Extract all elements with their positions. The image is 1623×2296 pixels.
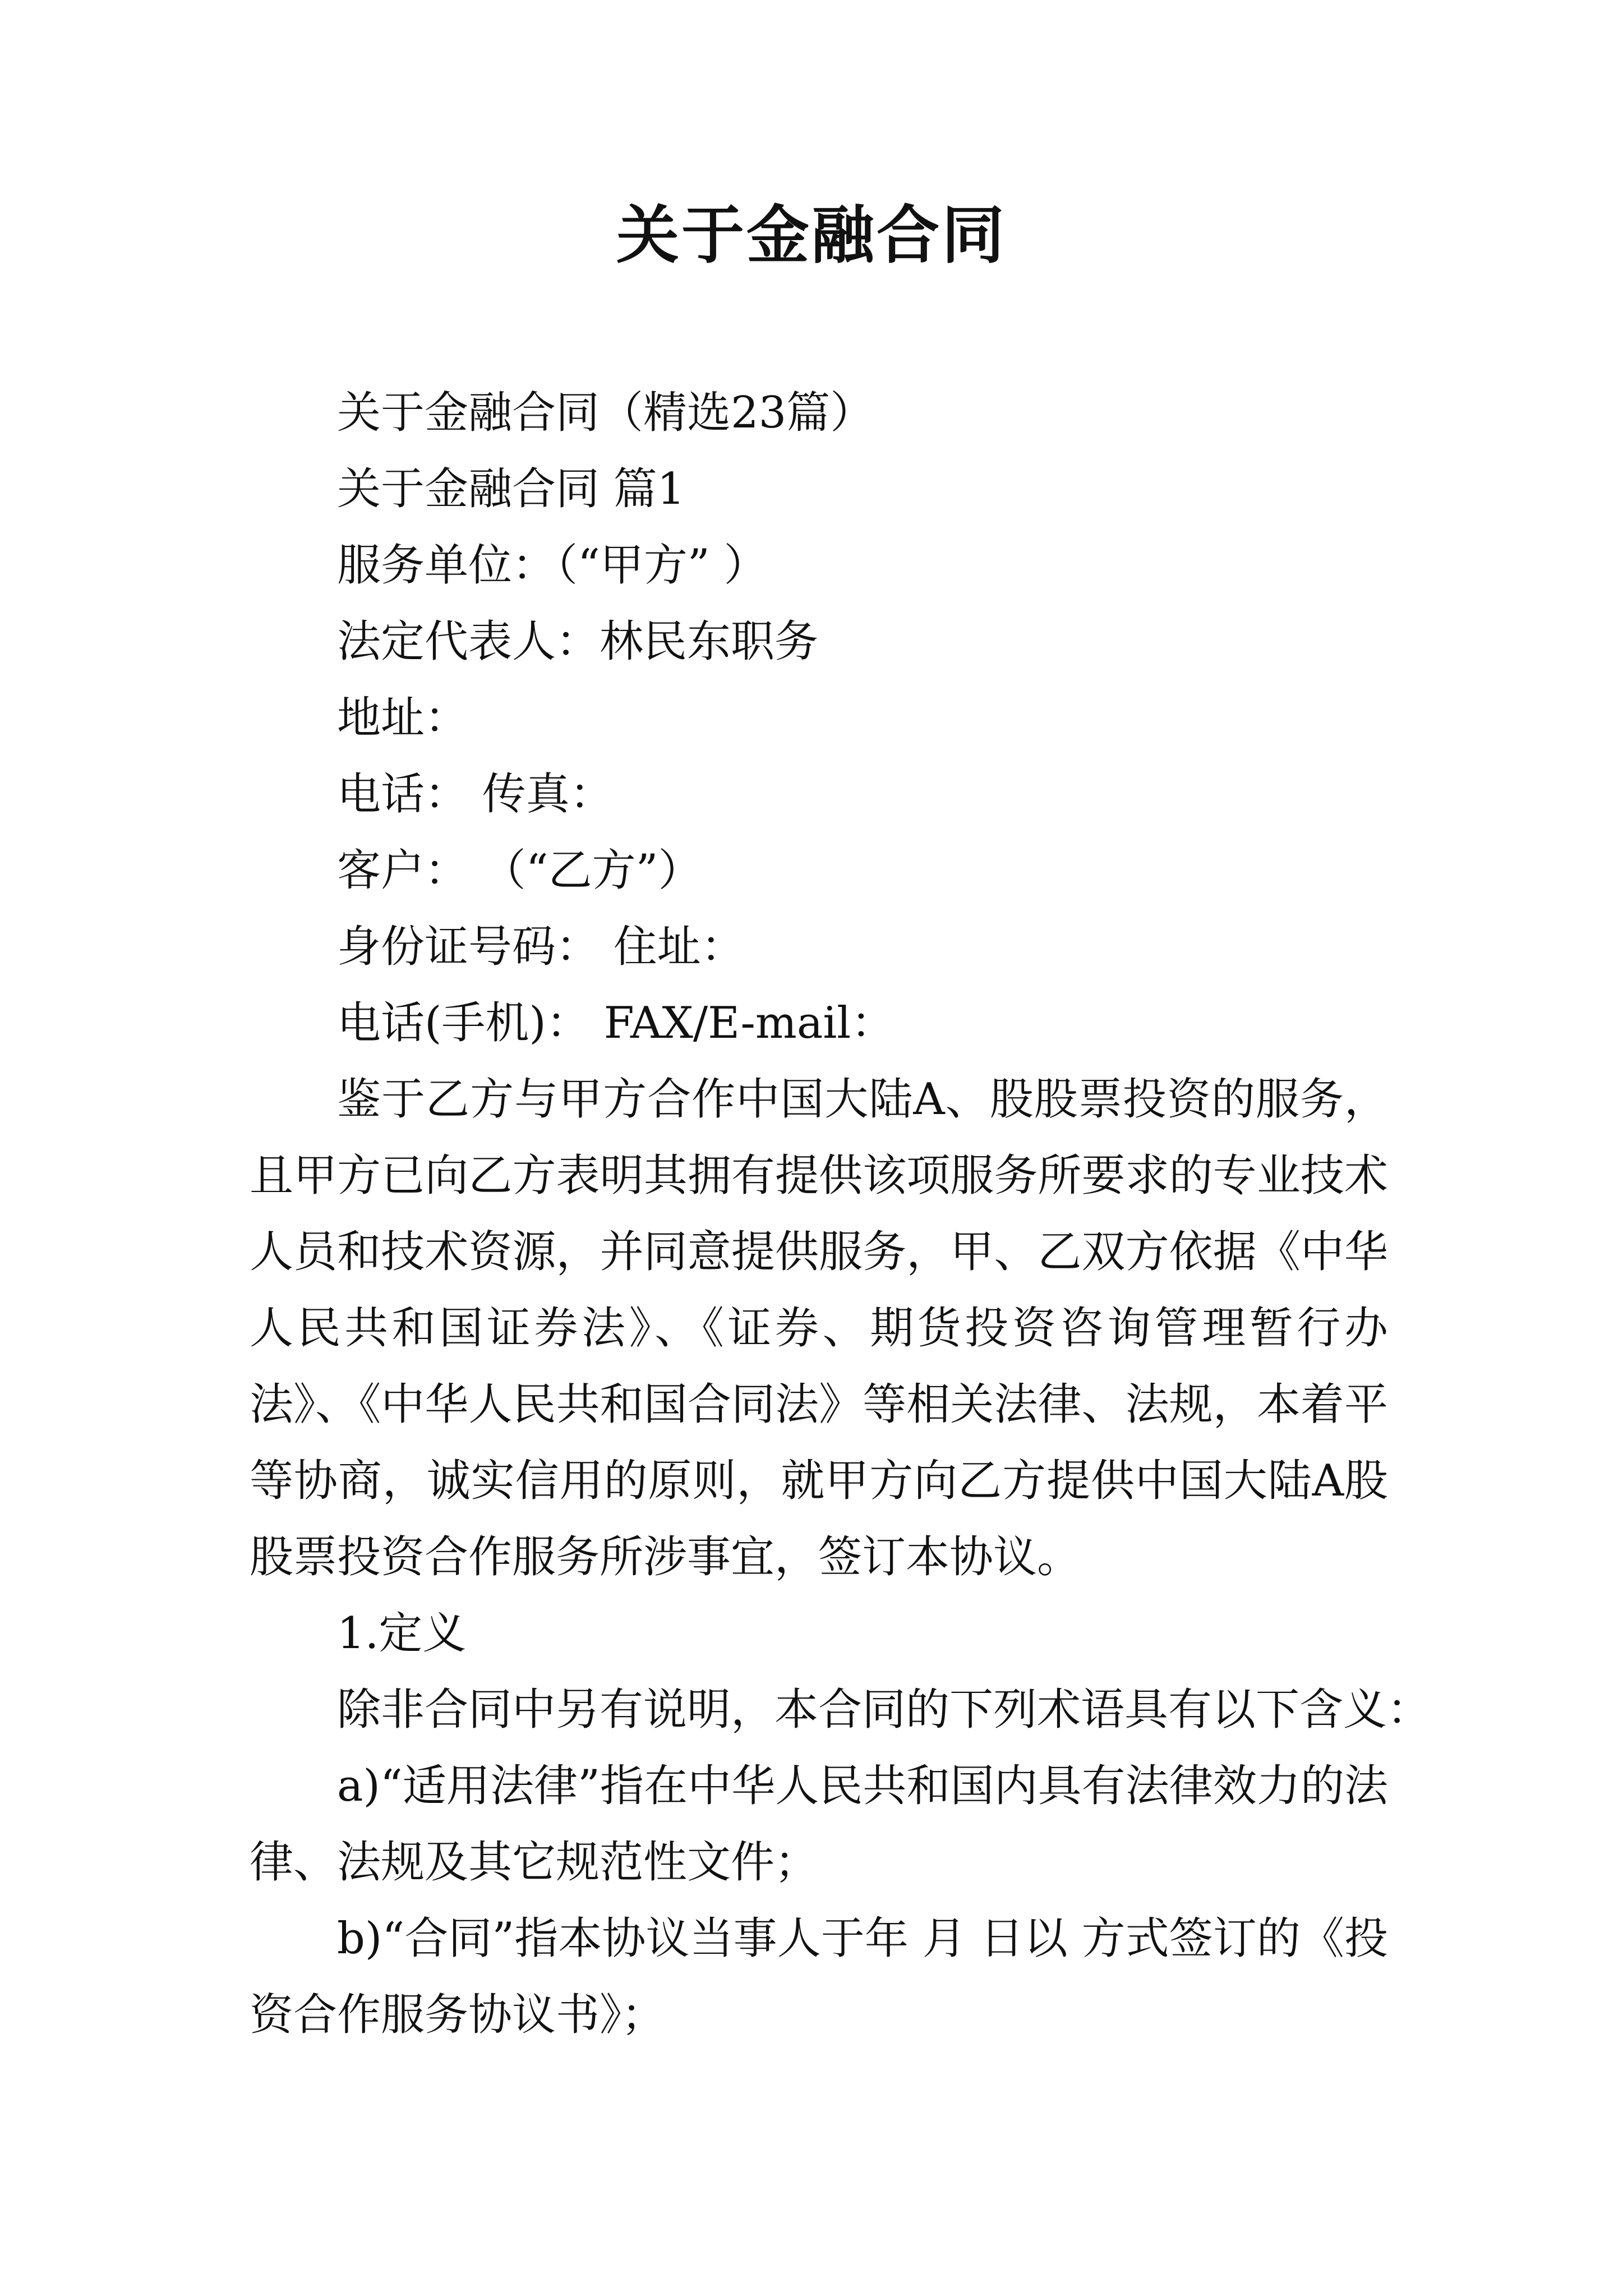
- definition-a: a)“适用法律”指在中华人民共和国内具有法律效力的法律、法规及其它规范性文件；: [250, 1761, 1388, 1888]
- phone-fax-line: 电话： 传真：: [337, 769, 614, 820]
- subtitle-line: 关于金融合同（精选23篇）: [337, 388, 874, 438]
- party-b-line: 客户： （“乙方”）: [337, 845, 702, 896]
- recital-paragraph: 鉴于乙方与甲方合作中国大陆A、股股票投资的服务，且甲方已向乙方表明其拥有提供该项服务所要求的专业技术人员和技术资源，并同意提供服务，甲、乙双方依据《中华人民共和国证券法》、《证券、期货投资咨询管理暂行办法》、《中华人民共和国合同法》等相关法律、法规，本着平等协商，诚实信用的原则，就甲方向乙方提供中国大陆A股股票投资合作服务所涉事宜，签订本协议。: [250, 1074, 1388, 1582]
- legal-representative-line: 法定代表人：林民东职务: [337, 616, 819, 667]
- id-address-line: 身份证号码： 住址：: [337, 922, 745, 972]
- definitions-intro: 除非合同中另有说明，本合同的下列术语具有以下含义：: [337, 1685, 1431, 1735]
- document-title: 关于金融合同: [616, 199, 1007, 272]
- mobile-email-line: 电话(手机)： FAX/E-mail：: [337, 998, 895, 1048]
- section-heading-line: 关于金融合同 篇1: [337, 464, 685, 514]
- party-a-line: 服务单位：（“甲方” ）: [337, 540, 768, 591]
- definitions-heading: 1.定义: [337, 1608, 467, 1659]
- definition-b: b)“合同”指本协议当事人于年 月 日以 方式签订的《投资合作服务协议书》；: [250, 1913, 1388, 2040]
- document-body: [250, 375, 1431, 2053]
- address-line: 地址：: [337, 693, 469, 743]
